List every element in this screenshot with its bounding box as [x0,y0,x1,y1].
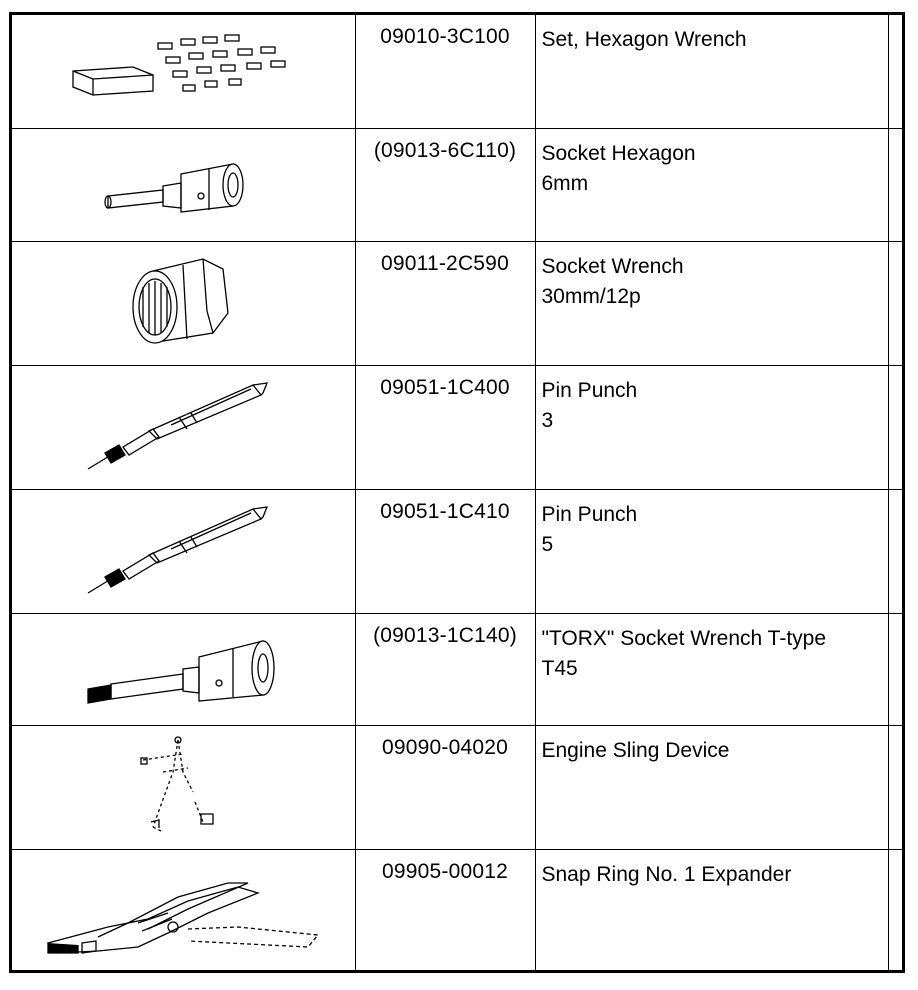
tool-illustration [12,849,355,973]
tool-row [12,725,902,849]
spare-column [888,241,902,365]
part-number: 09051-1C400 [355,365,535,489]
tool-row [12,849,902,973]
tool-description [535,365,888,489]
description-line: 6mm [541,171,589,195]
part-number: (09013-6C110) [355,128,535,241]
tool-description [535,128,888,241]
description-line: Engine Sling Device [541,738,730,762]
tool-illustration [12,128,355,241]
description-line: 5 [541,532,554,556]
tool-description [535,241,888,365]
tool-description [535,15,888,128]
description-line: 3 [541,408,554,432]
tool-illustration [12,15,355,128]
tool-row [12,613,902,725]
description-line: Socket Wrench [541,254,684,278]
snap-ring-expander-icon [38,861,328,961]
tool-description [535,725,888,849]
part-number: 09010-3C100 [355,15,535,128]
tool-row [12,241,902,365]
tool-row [12,365,902,489]
part-number: 09051-1C410 [355,489,535,613]
part-number: 09011-2C590 [355,241,535,365]
spare-column [888,489,902,613]
tool-description [535,489,888,613]
description-line: Set, Hexagon Wrench [541,28,747,51]
spare-column [888,15,902,128]
engine-sling-icon [133,732,233,842]
tool-description [535,849,888,973]
tool-illustration [12,489,355,613]
special-tools-table [9,12,905,973]
socket-hexagon-icon [103,150,263,220]
spare-column [888,128,902,241]
description-line: "TORX" Socket Wrench T-type [541,626,827,650]
description-line: Socket Hexagon [541,141,696,165]
spare-column [888,725,902,849]
part-number: 09905-00012 [355,849,535,973]
tool-row [12,128,902,241]
tool-row [12,489,902,613]
spare-column [888,849,902,973]
tool-illustration [12,725,355,849]
description-line: Pin Punch [541,502,638,526]
spare-column [888,365,902,489]
tool-row [12,15,902,128]
description-line: T45 [541,656,578,680]
spare-column [888,613,902,725]
socket-wrench-icon [123,253,243,353]
tool-illustration [12,241,355,365]
tool-illustration [12,365,355,489]
pin-punch-icon [83,501,283,601]
description-line: 30mm/12p [541,284,641,308]
hexagon-wrench-set-icon [63,31,303,111]
part-number: 09090-04020 [355,725,535,849]
pin-punch-icon [83,377,283,477]
part-number: (09013-1C140) [355,613,535,725]
description-line: Pin Punch [541,378,638,402]
tool-illustration [12,613,355,725]
torx-socket-icon [83,629,283,709]
tool-description [535,613,888,725]
description-line: Snap Ring No. 1 Expander [541,862,792,886]
